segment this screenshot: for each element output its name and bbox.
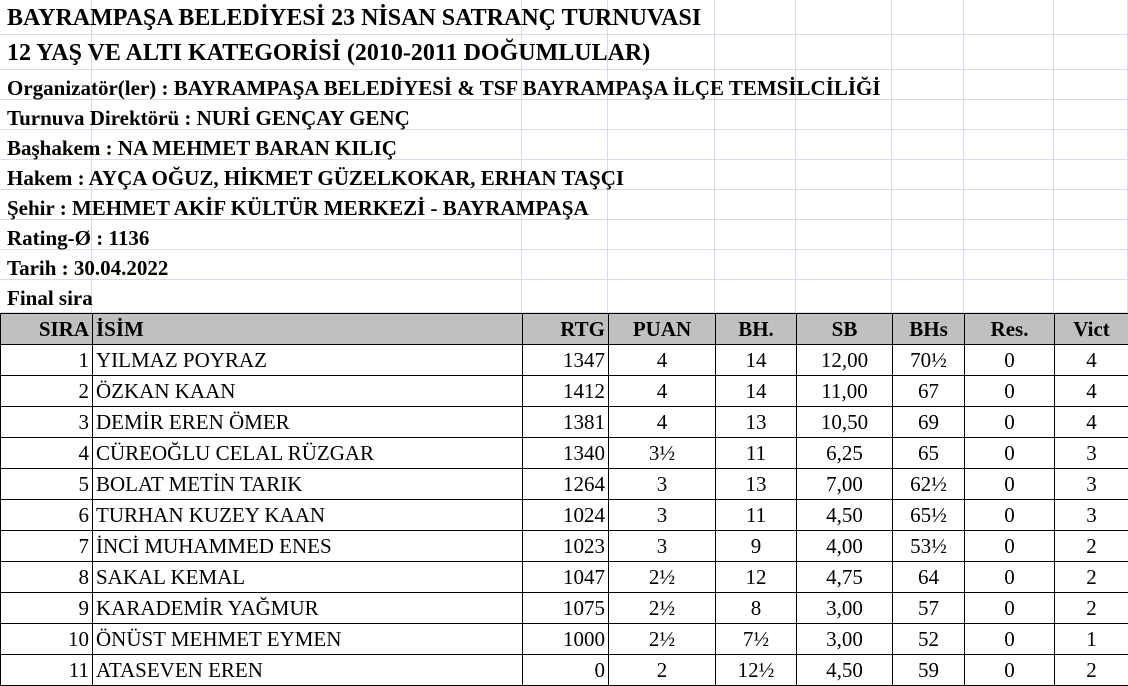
cell-name[interactable]: KARADEMİR YAĞMUR xyxy=(93,593,523,624)
table-row xyxy=(1,469,1128,500)
sheet-cell[interactable] xyxy=(892,130,964,160)
cell-buchholz[interactable]: 7½ xyxy=(716,624,797,655)
cell-sonneborn[interactable]: 3,00 xyxy=(797,593,893,624)
cell-buchholz[interactable]: 14 xyxy=(716,345,797,376)
sheet-cell[interactable] xyxy=(892,100,964,130)
sheet-cell[interactable] xyxy=(796,0,892,35)
sheet-cell[interactable] xyxy=(715,280,796,313)
sheet-cell[interactable] xyxy=(1054,190,1128,220)
sheet-cell[interactable] xyxy=(1054,250,1128,280)
cell-points[interactable]: 2½ xyxy=(609,562,716,593)
cell-rank[interactable]: 1 xyxy=(1,345,93,376)
cell-rating[interactable]: 1340 xyxy=(523,438,609,469)
sheet-cell[interactable] xyxy=(92,220,522,250)
cell-buchholz[interactable]: 8 xyxy=(716,593,797,624)
cell-name[interactable]: BOLAT METİN TARIK xyxy=(93,469,523,500)
sheet-cell[interactable] xyxy=(522,250,608,280)
sheet-cell[interactable] xyxy=(1054,70,1128,100)
cell-name[interactable]: YILMAZ POYRAZ xyxy=(93,345,523,376)
cell-rating[interactable]: 1264 xyxy=(523,469,609,500)
cell-rating[interactable]: 1024 xyxy=(523,500,609,531)
cell-name[interactable]: ÖZKAN KAAN xyxy=(93,376,523,407)
column-header-bhs[interactable]: BHs xyxy=(893,314,965,345)
sheet-cell[interactable] xyxy=(892,280,964,313)
column-header-rank[interactable]: SIRA xyxy=(1,314,93,345)
cell-buchholz[interactable]: 11 xyxy=(716,438,797,469)
sheet-cell[interactable] xyxy=(715,220,796,250)
sheet-cell[interactable] xyxy=(892,0,964,35)
cell-rank[interactable]: 3 xyxy=(1,407,93,438)
cell-bhs[interactable]: 62½ xyxy=(893,469,965,500)
cell-rank[interactable]: 10 xyxy=(1,624,93,655)
sheet-cell[interactable] xyxy=(1054,100,1128,130)
cell-result[interactable]: 0 xyxy=(965,407,1055,438)
cell-name[interactable]: ATASEVEN EREN xyxy=(93,655,523,686)
table-header-row xyxy=(1,314,1128,345)
cell-points[interactable]: 2½ xyxy=(609,624,716,655)
cell-rating[interactable]: 1347 xyxy=(523,345,609,376)
cell-bhs[interactable]: 52 xyxy=(893,624,965,655)
sheet-cell[interactable] xyxy=(608,250,715,280)
cell-points[interactable]: 4 xyxy=(609,407,716,438)
cell-points[interactable]: 3 xyxy=(609,500,716,531)
cell-victories[interactable]: 3 xyxy=(1055,469,1128,500)
cell-rating[interactable]: 1047 xyxy=(523,562,609,593)
sheet-cell[interactable] xyxy=(796,100,892,130)
cell-points[interactable]: 3 xyxy=(609,469,716,500)
sheet-cell[interactable] xyxy=(608,190,715,220)
cell-name[interactable]: CÜREOĞLU CELAL RÜZGAR xyxy=(93,438,523,469)
table-row xyxy=(1,438,1128,469)
table-row xyxy=(1,593,1128,624)
cell-name[interactable]: SAKAL KEMAL xyxy=(93,562,523,593)
sheet-cell[interactable] xyxy=(1054,35,1128,70)
cell-sonneborn[interactable]: 4,50 xyxy=(797,655,893,686)
table-row xyxy=(1,500,1128,531)
cell-buchholz[interactable]: 13 xyxy=(716,407,797,438)
cell-bhs[interactable]: 59 xyxy=(893,655,965,686)
standings-table xyxy=(0,313,1128,686)
sheet-cell[interactable] xyxy=(715,35,796,70)
table-row xyxy=(1,376,1128,407)
sheet-cell[interactable] xyxy=(796,190,892,220)
cell-victories[interactable]: 4 xyxy=(1055,407,1128,438)
rating-line: Rating-Ø : 1136 xyxy=(7,223,149,253)
sheet-cell[interactable] xyxy=(964,190,1054,220)
category-title: 12 YAŞ VE ALTI KATEGORİSİ (2010-2011 DOĞUMLULAR) xyxy=(7,38,650,68)
cell-result[interactable]: 0 xyxy=(965,345,1055,376)
cell-rank[interactable]: 7 xyxy=(1,531,93,562)
cell-points[interactable]: 2½ xyxy=(609,593,716,624)
cell-sonneborn[interactable]: 10,50 xyxy=(797,407,893,438)
table-row xyxy=(1,407,1128,438)
cell-points[interactable]: 4 xyxy=(609,345,716,376)
cell-rating[interactable]: 1381 xyxy=(523,407,609,438)
cell-name[interactable]: İNCİ MUHAMMED ENES xyxy=(93,531,523,562)
sheet-cell[interactable] xyxy=(892,70,964,100)
cell-name[interactable]: DEMİR EREN ÖMER xyxy=(93,407,523,438)
cell-rank[interactable]: 11 xyxy=(1,655,93,686)
sheet-cell[interactable] xyxy=(892,160,964,190)
sheet-cell[interactable] xyxy=(964,100,1054,130)
sheet-cell[interactable] xyxy=(715,250,796,280)
cell-result[interactable]: 0 xyxy=(965,469,1055,500)
cell-points[interactable]: 4 xyxy=(609,376,716,407)
sheet-cell[interactable] xyxy=(892,190,964,220)
sheet-cell[interactable] xyxy=(522,280,608,313)
table-row xyxy=(1,345,1128,376)
sheet-cell[interactable] xyxy=(964,70,1054,100)
cell-victories[interactable]: 3 xyxy=(1055,500,1128,531)
cell-bhs[interactable]: 65½ xyxy=(893,500,965,531)
cell-sonneborn[interactable]: 7,00 xyxy=(797,469,893,500)
cell-bhs[interactable]: 70½ xyxy=(893,345,965,376)
cell-result[interactable]: 0 xyxy=(965,593,1055,624)
final-ranking-label: Final sira xyxy=(7,283,93,313)
cell-result[interactable]: 0 xyxy=(965,624,1055,655)
cell-victories[interactable]: 2 xyxy=(1055,593,1128,624)
sheet-cell[interactable] xyxy=(964,220,1054,250)
cell-bhs[interactable]: 64 xyxy=(893,562,965,593)
sheet-cell[interactable] xyxy=(608,130,715,160)
cell-rating[interactable]: 1412 xyxy=(523,376,609,407)
cell-rating[interactable]: 1000 xyxy=(523,624,609,655)
cell-victories[interactable]: 4 xyxy=(1055,345,1128,376)
cell-buchholz[interactable]: 11 xyxy=(716,500,797,531)
cell-sonneborn[interactable]: 3,00 xyxy=(797,624,893,655)
cell-buchholz[interactable]: 13 xyxy=(716,469,797,500)
sheet-cell[interactable] xyxy=(892,220,964,250)
cell-rank[interactable]: 4 xyxy=(1,438,93,469)
column-header-rating[interactable]: RTG xyxy=(523,314,609,345)
cell-victories[interactable]: 2 xyxy=(1055,655,1128,686)
cell-points[interactable]: 3 xyxy=(609,531,716,562)
cell-rank[interactable]: 2 xyxy=(1,376,93,407)
organizer-line: Organizatör(ler) : BAYRAMPAŞA BELEDİYESİ & TSF BAYRAMPAŞA İLÇE TEMSİLCİLİĞİ xyxy=(7,73,881,103)
cell-points[interactable]: 3½ xyxy=(609,438,716,469)
cell-buchholz[interactable]: 14 xyxy=(716,376,797,407)
table-row xyxy=(1,655,1128,686)
director-line: Turnuva Direktörü : NURİ GENÇAY GENÇ xyxy=(7,103,410,133)
cell-buchholz[interactable]: 12 xyxy=(716,562,797,593)
cell-result[interactable]: 0 xyxy=(965,438,1055,469)
column-header-name[interactable]: İSİM xyxy=(93,314,523,345)
sheet-cell[interactable] xyxy=(796,220,892,250)
sheet-cell[interactable] xyxy=(796,280,892,313)
sheet-cell[interactable] xyxy=(522,100,608,130)
sheet-cell[interactable] xyxy=(796,160,892,190)
cell-victories[interactable]: 2 xyxy=(1055,562,1128,593)
cell-bhs[interactable]: 53½ xyxy=(893,531,965,562)
cell-rating[interactable]: 0 xyxy=(523,655,609,686)
column-header-result[interactable]: Res. xyxy=(965,314,1055,345)
cell-sonneborn[interactable]: 6,25 xyxy=(797,438,893,469)
cell-result[interactable]: 0 xyxy=(965,531,1055,562)
cell-name[interactable]: TURHAN KUZEY KAAN xyxy=(93,500,523,531)
sheet-cell[interactable] xyxy=(608,100,715,130)
cell-points[interactable]: 2 xyxy=(609,655,716,686)
cell-sonneborn[interactable]: 4,75 xyxy=(797,562,893,593)
sheet-cell[interactable] xyxy=(1054,130,1128,160)
cell-bhs[interactable]: 65 xyxy=(893,438,965,469)
sheet-cell[interactable] xyxy=(1054,280,1128,313)
cell-sonneborn[interactable]: 4,50 xyxy=(797,500,893,531)
sheet-cell[interactable] xyxy=(1054,160,1128,190)
cell-rank[interactable]: 5 xyxy=(1,469,93,500)
sheet-cell[interactable] xyxy=(1054,0,1128,35)
sheet-cell[interactable] xyxy=(892,250,964,280)
date-line: Tarih : 30.04.2022 xyxy=(7,253,168,283)
sheet-cell[interactable] xyxy=(964,130,1054,160)
cell-bhs[interactable]: 69 xyxy=(893,407,965,438)
cell-buchholz[interactable]: 12½ xyxy=(716,655,797,686)
standings-body xyxy=(1,345,1128,686)
cell-rank[interactable]: 9 xyxy=(1,593,93,624)
sheet-cell[interactable] xyxy=(608,280,715,313)
cell-victories[interactable]: 1 xyxy=(1055,624,1128,655)
cell-victories[interactable]: 4 xyxy=(1055,376,1128,407)
cell-rating[interactable]: 1075 xyxy=(523,593,609,624)
table-row xyxy=(1,562,1128,593)
tournament-title: BAYRAMPAŞA BELEDİYESİ 23 NİSAN SATRANÇ TURNUVASI xyxy=(7,3,701,33)
city-line: Şehir : MEHMET AKİF KÜLTÜR MERKEZİ - BAYRAMPAŞA xyxy=(7,193,589,223)
sheet-cell[interactable] xyxy=(608,220,715,250)
cell-name[interactable]: ÖNÜST MEHMET EYMEN xyxy=(93,624,523,655)
sheet-cell[interactable] xyxy=(715,100,796,130)
sheet-cell[interactable] xyxy=(715,160,796,190)
sheet-cell[interactable] xyxy=(964,35,1054,70)
column-header-victories[interactable]: Vict xyxy=(1055,314,1128,345)
cell-bhs[interactable]: 67 xyxy=(893,376,965,407)
cell-sonneborn[interactable]: 4,00 xyxy=(797,531,893,562)
cell-result[interactable]: 0 xyxy=(965,500,1055,531)
cell-rating[interactable]: 1023 xyxy=(523,531,609,562)
sheet-cell[interactable] xyxy=(92,280,522,313)
sheet-cell[interactable] xyxy=(715,130,796,160)
cell-buchholz[interactable]: 9 xyxy=(716,531,797,562)
sheet-cell[interactable] xyxy=(796,250,892,280)
column-header-buchholz[interactable]: BH. xyxy=(716,314,797,345)
cell-rank[interactable]: 6 xyxy=(1,500,93,531)
table-row xyxy=(1,531,1128,562)
sheet-cell[interactable] xyxy=(964,250,1054,280)
cell-rank[interactable]: 8 xyxy=(1,562,93,593)
sheet-cell[interactable] xyxy=(892,35,964,70)
cell-bhs[interactable]: 57 xyxy=(893,593,965,624)
sheet-cell[interactable] xyxy=(522,220,608,250)
sheet-cell[interactable] xyxy=(1054,220,1128,250)
cell-result[interactable]: 0 xyxy=(965,376,1055,407)
chief-arbiter-line: Başhakem : NA MEHMET BARAN KILIÇ xyxy=(7,133,397,163)
column-header-sonneborn[interactable]: SB xyxy=(797,314,893,345)
sheet-cell[interactable] xyxy=(964,160,1054,190)
sheet-cell[interactable] xyxy=(964,0,1054,35)
sheet-cell[interactable] xyxy=(522,130,608,160)
cell-result[interactable]: 0 xyxy=(965,562,1055,593)
cell-victories[interactable]: 3 xyxy=(1055,438,1128,469)
cell-victories[interactable]: 2 xyxy=(1055,531,1128,562)
sheet-cell[interactable] xyxy=(964,280,1054,313)
sheet-cell[interactable] xyxy=(715,0,796,35)
sheet-cell[interactable] xyxy=(796,35,892,70)
table-row xyxy=(1,624,1128,655)
cell-result[interactable]: 0 xyxy=(965,655,1055,686)
sheet-cell[interactable] xyxy=(715,190,796,220)
sheet-cell[interactable] xyxy=(796,130,892,160)
column-header-points[interactable]: PUAN xyxy=(609,314,716,345)
cell-sonneborn[interactable]: 11,00 xyxy=(797,376,893,407)
cell-sonneborn[interactable]: 12,00 xyxy=(797,345,893,376)
arbiters-line: Hakem : AYÇA OĞUZ, HİKMET GÜZELKOKAR, ERHAN TAŞÇI xyxy=(7,163,624,193)
